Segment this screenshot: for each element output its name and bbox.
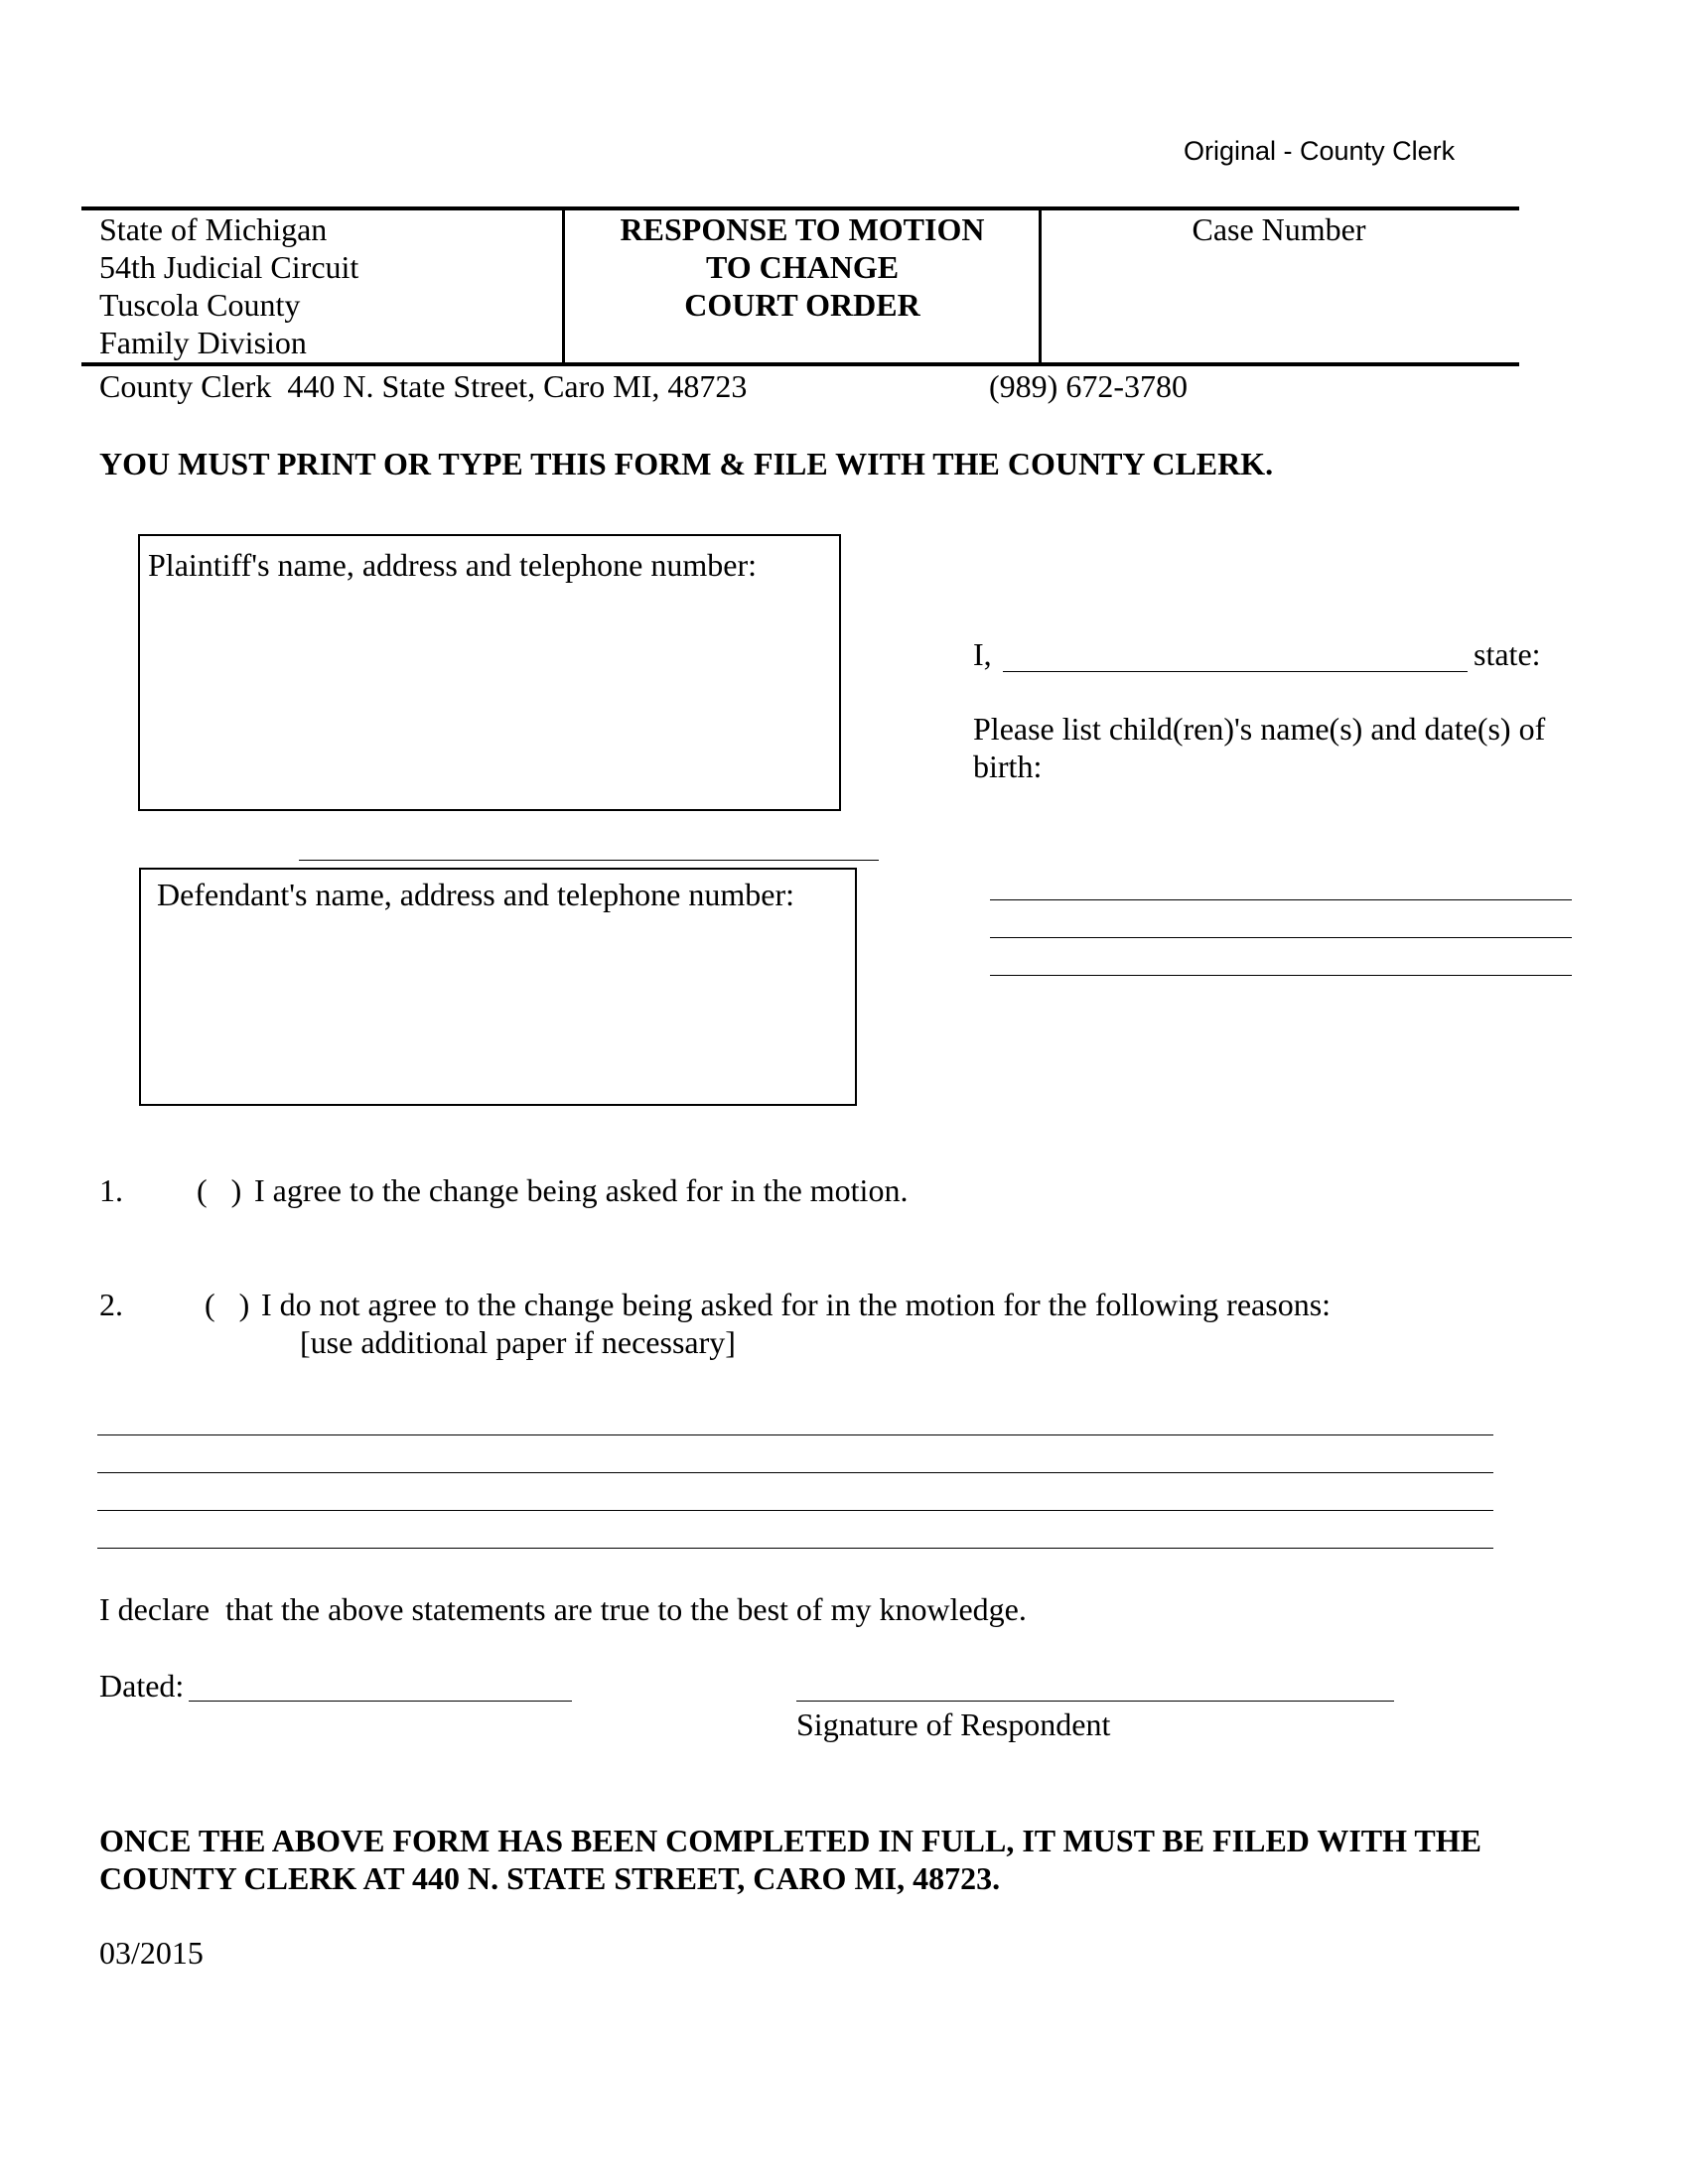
form-title: [566, 210, 1039, 324]
court-county: Tuscola County: [99, 287, 301, 323]
plaintiff-box[interactable]: [138, 534, 841, 811]
children-line-3[interactable]: [990, 975, 1572, 976]
reasons-line-2[interactable]: [97, 1472, 1493, 1473]
respondent-name-field[interactable]: [1003, 671, 1468, 672]
statement-suffix: state:: [1474, 636, 1541, 672]
form-title-line-1: RESPONSE TO MOTION: [620, 211, 985, 247]
case-number-label: Case Number: [1192, 211, 1366, 247]
defendant-box[interactable]: [139, 868, 857, 1106]
filing-instruction-line-1: ONCE THE ABOVE FORM HAS BEEN COMPLETED IN FULL, IT MUST BE FILED WITH THE: [99, 1823, 1481, 1858]
option-2-number: 2.: [99, 1287, 123, 1322]
case-number-field[interactable]: [1045, 254, 1513, 357]
plaintiff-box-label: Plaintiff's name, address and telephone number:: [148, 547, 758, 583]
option-2-text: I do not agree to the change being asked for in the motion for the following reasons:: [261, 1287, 1332, 1322]
copy-designation: Original - County Clerk: [1184, 136, 1456, 166]
option-1-checkbox[interactable]: ( ): [197, 1172, 242, 1208]
children-prompt-line-2: birth:: [973, 749, 1043, 784]
court-state: State of Michigan: [99, 211, 328, 247]
form-revision: 03/2015: [99, 1935, 204, 1971]
court-circuit: 54th Judicial Circuit: [99, 249, 359, 285]
declaration: I declare that the above statements are true to the best of my knowledge.: [99, 1591, 1027, 1627]
option-1-number: 1.: [99, 1172, 123, 1208]
reasons-line-4[interactable]: [97, 1548, 1493, 1549]
header-divider-left: [562, 208, 565, 363]
option-2-note: [use additional paper if necessary]: [300, 1324, 736, 1360]
form-title-line-2: TO CHANGE: [705, 249, 900, 285]
court-division: Family Division: [99, 325, 307, 360]
defendant-box-label: Defendant's name, address and telephone number:: [157, 877, 794, 912]
reasons-line-1[interactable]: [97, 1434, 1493, 1435]
option-1-text: I agree to the change being asked for in the motion.: [254, 1172, 909, 1208]
clerk-phone: (989) 672-3780: [989, 368, 1188, 404]
header-divider-right: [1039, 208, 1042, 363]
clerk-address: County Clerk 440 N. State Street, Caro MI, 48723: [99, 368, 748, 404]
children-line-1[interactable]: [990, 899, 1572, 900]
reasons-line-3[interactable]: [97, 1510, 1493, 1511]
filing-instruction: [99, 1822, 1481, 1897]
children-prompt-line-1: Please list child(ren)'s name(s) and date(s) of: [973, 711, 1546, 747]
signature-field[interactable]: [796, 1701, 1394, 1702]
header-bottom-rule: [81, 362, 1519, 366]
dated-label: Dated:: [99, 1668, 185, 1704]
dated-field[interactable]: [189, 1701, 572, 1702]
signature-label: Signature of Respondent: [796, 1706, 1111, 1742]
filing-instruction-line-2: COUNTY CLERK AT 440 N. STATE STREET, CARO MI, 48723.: [99, 1860, 1001, 1896]
court-info: [99, 210, 358, 361]
children-line-2[interactable]: [990, 937, 1572, 938]
option-2-checkbox[interactable]: ( ): [205, 1287, 250, 1322]
print-instruction: YOU MUST PRINT OR TYPE THIS FORM & FILE WITH THE COUNTY CLERK.: [99, 446, 1274, 481]
children-prompt: [973, 710, 1545, 785]
statement-prefix: I,: [973, 636, 992, 672]
form-title-line-3: COURT ORDER: [684, 287, 920, 323]
separator-line: [299, 860, 879, 861]
